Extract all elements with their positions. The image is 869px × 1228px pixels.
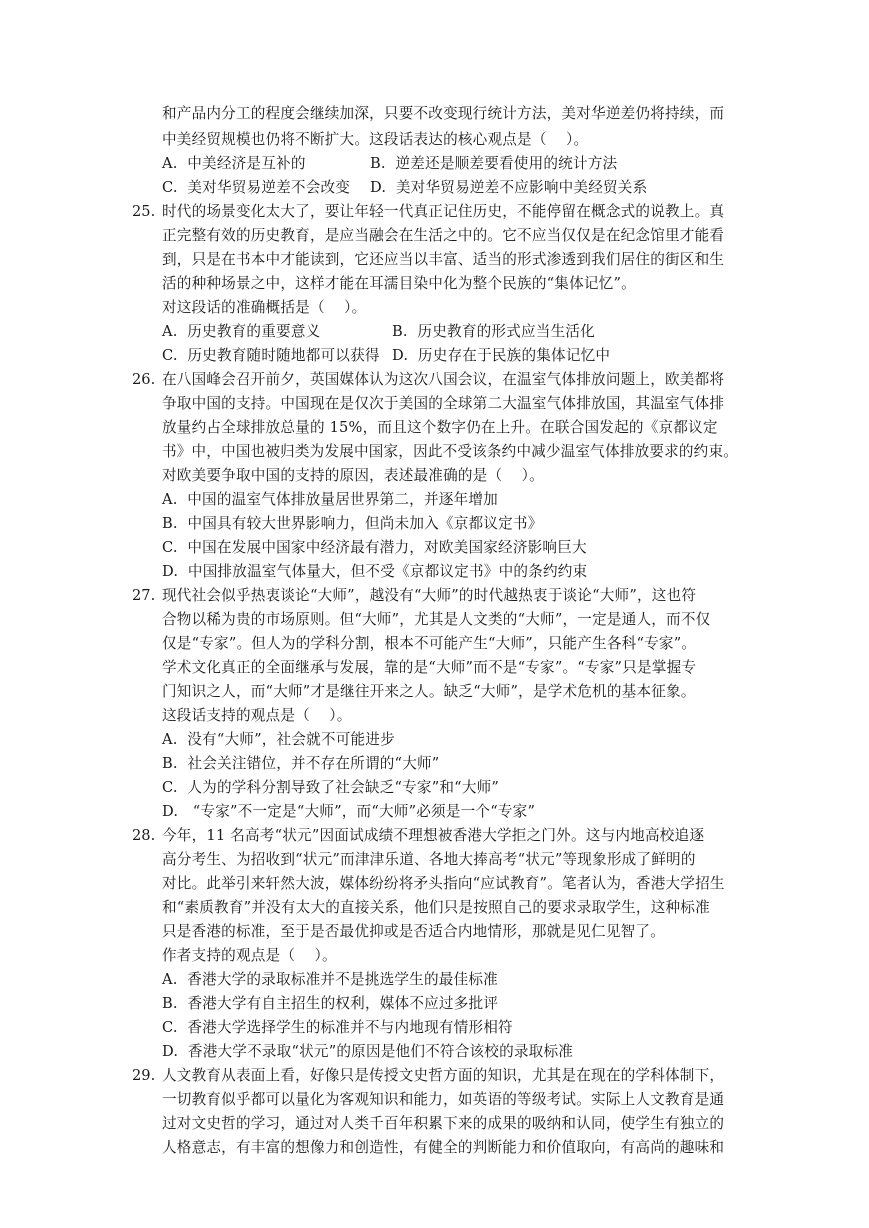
stem-line: 人格意志，有丰富的想像力和创造性，有健全的判断能力和价值取向，有高尚的趣味和 xyxy=(162,1139,725,1156)
question-prompt: 对欧美要争取中国的支持的原因，表述最准确的是（ ）。 xyxy=(162,467,544,484)
question-number: 26. xyxy=(132,371,156,388)
stem-line: 书》中，中国也被归类为发展中国家，因此不受该条约中减少温室气体排放要求的约束。 xyxy=(162,443,738,460)
option-a: A. 香港大学的录取标准并不是挑选学生的最佳标准 xyxy=(162,971,498,988)
stem-line: 在八国峰会召开前夕，英国媒体认为这次八国会议，在温室气体排放问题上，欧美都将 xyxy=(162,371,725,388)
stem-line: 中美经贸规模也仍将不断扩大。这段话表达的核心观点是（ ）。 xyxy=(162,131,589,148)
stem-line: 和“素质教育”并没有太大的直接关系，他们只是按照自己的要求录取学生，这种标准 xyxy=(162,899,710,916)
question-number: 25. xyxy=(132,203,156,220)
option-d: D. 中国排放温室气体量大，但不受《京都议定书》中的条约约束 xyxy=(162,563,588,580)
option-a: A. 历史教育的重要意义 xyxy=(162,323,321,340)
option-c: C. 人为的学科分割导致了社会缺乏“专家”和“大师” xyxy=(162,779,500,796)
stem-line: 和产品内分工的程度会继续加深，只要不改变现行统计方法，美对华逆差仍将持续，而 xyxy=(162,105,725,122)
question-number: 28. xyxy=(132,827,156,844)
stem-line: 只是香港的标准，至于是否最优抑或是否适合内地情形，那就是见仁见智了。 xyxy=(162,923,665,940)
stem-line: 活的种种场景之中，这样才能在耳濡目染中化为整个民族的“集体记忆”。 xyxy=(162,275,636,292)
stem-line: 高分考生、为招收到“状元”而津津乐道、各地大捧高考“状元”等现象形成了鲜明的 xyxy=(162,851,696,868)
option-d: D. 香港大学不录取“状元”的原因是他们不符合该校的录取标准 xyxy=(162,1043,574,1060)
stem-line: 正完整有效的历史教育，是应当融会在生活之中的。它不应当仅仅是在纪念馆里才能看 xyxy=(162,227,725,244)
stem-line: 门知识之人，而“大师”才是继往开来之人。缺乏“大师”，是学术危机的基本征象。 xyxy=(162,683,696,700)
stem-line: 到，只是在书本中才能读到，它还应当以丰富、适当的形式渗透到我们居住的街区和生 xyxy=(162,251,725,268)
question-number: 27. xyxy=(132,587,156,604)
option-d: D. 美对华贸易逆差不应影响中美经贸关系 xyxy=(370,179,648,196)
stem-line: 合物以稀为贵的市场原则。但“大师”，尤其是人文类的“大师”，一定是通人，而不仅 xyxy=(162,611,711,628)
option-d: D. “专家”不一定是“大师”，而“大师”必须是一个“专家” xyxy=(162,803,536,820)
stem-line: 人文教育从表面上看，好像只是传授文史哲方面的知识，尤其是在现在的学科体制下， xyxy=(162,1067,725,1084)
option-b: B. 社会关注错位，并不存在所谓的“大师” xyxy=(162,755,440,772)
option-c: C. 香港大学选择学生的标准并不与内地现有情形相符 xyxy=(162,1019,513,1036)
stem-line: 仅是“专家”。但人为的学科分割，根本不可能产生“大师”，只能产生各科“专家”。 xyxy=(162,635,697,652)
stem-line: 学术文化真正的全面继承与发展，靠的是“大师”而不是“专家”。“专家”只是掌握专 xyxy=(162,659,697,676)
option-c: C. 历史教育随时随地都可以获得 xyxy=(162,347,380,364)
option-b: B. 中国具有较大世界影响力，但尚未加入《京都议定书》 xyxy=(162,515,543,532)
stem-line: 时代的场景变化太大了，要让年轻一代真正记住历史，不能停留在概念式的说教上。真 xyxy=(162,203,725,220)
option-b: B. 香港大学有自主招生的权利，媒体不应过多批评 xyxy=(162,995,499,1012)
option-b: B. 历史教育的形式应当生活化 xyxy=(392,323,595,340)
stem-line: 放量约占全球排放总量的 15%，而且这个数字仍在上升。在联合国发起的《京都议定 xyxy=(162,419,718,436)
option-b: B. 逆差还是顺差要看使用的统计方法 xyxy=(370,155,618,172)
question-number: 29. xyxy=(132,1067,156,1084)
stem-line: 争取中国的支持。中国现在是仅次于美国的全球第二大温室气体排放国，其温室气体排 xyxy=(162,395,725,412)
option-a: A. 中美经济是互补的 xyxy=(162,155,306,172)
stem-line: 今年，11 名高考“状元”因面试成绩不理想被香港大学拒之门外。这与内地高校追逐 xyxy=(162,827,705,844)
stem-line: 对比。此举引来轩然大波，媒体纷纷将矛头指向“应试教育”。笔者认为，香港大学招生 xyxy=(162,875,725,892)
question-prompt: 对这段话的准确概括是（ ）。 xyxy=(162,299,367,316)
stem-line: 现代社会似乎热衷谈论“大师”，越没有“大师”的时代越热衷于谈论“大师”，这也符 xyxy=(162,587,697,604)
option-a: A. 中国的温室气体排放量居世界第二，并逐年增加 xyxy=(162,491,498,508)
option-c: C. 中国在发展中国家中经济最有潜力，对欧美国家经济影响巨大 xyxy=(162,539,587,556)
question-prompt: 这段话支持的观点是（ ）。 xyxy=(162,707,352,724)
question-prompt: 作者支持的观点是（ ）。 xyxy=(162,947,337,964)
option-a: A. 没有“大师”，社会就不可能进步 xyxy=(162,731,395,748)
option-d: D. 历史存在于民族的集体记忆中 xyxy=(392,347,611,364)
stem-line: 过对文史哲的学习，通过对人类千百年积累下来的成果的吸纳和认同，使学生有独立的 xyxy=(162,1115,725,1132)
option-c: C. 美对华贸易逆差不会改变 xyxy=(162,179,351,196)
stem-line: 一切教育似乎都可以量化为客观知识和能力，如英语的等级考试。实际上人文教育是通 xyxy=(162,1091,725,1108)
